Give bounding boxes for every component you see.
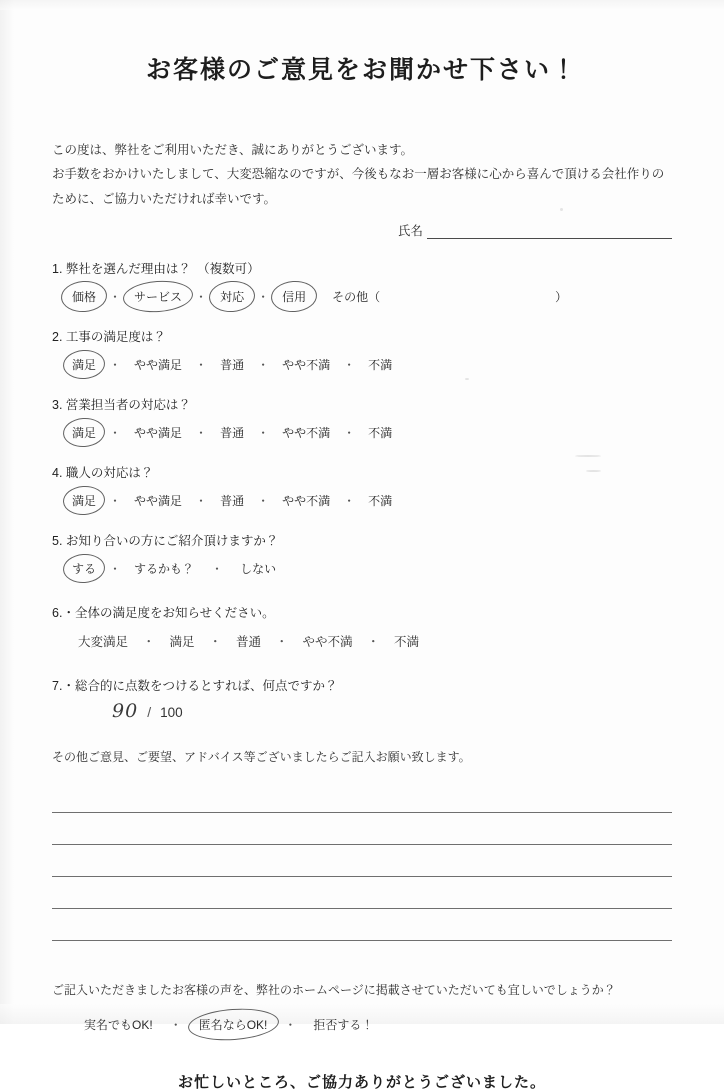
question-3-text (52, 395, 672, 413)
option-separator: ・ (109, 358, 122, 373)
question-5 (52, 531, 672, 579)
option-separator: ・ (257, 358, 270, 373)
page-title: お客様のご意見をお聞かせ下さい！ (145, 56, 578, 84)
question-1-options (52, 286, 672, 307)
question-3-label: 営業担当者の対応は？ (65, 398, 191, 413)
permission-options (0, 1014, 724, 1035)
score-max: 100 (160, 705, 183, 721)
question-7-label: ・総合的に点数をつけるとすれば、何点ですか？ (62, 679, 338, 694)
question-5-text (52, 531, 672, 549)
option-taiou[interactable]: 対応 (216, 286, 248, 307)
option-separator: ・ (109, 494, 122, 509)
option-yaya-fuman[interactable]: やや不満 (282, 426, 331, 441)
question-3-options (52, 422, 672, 443)
option-surukamo[interactable]: するかも？ (134, 562, 195, 577)
option-separator: ・ (275, 635, 289, 650)
free-comment-lines (52, 781, 672, 941)
permission-question: ご記入いただきましたお客様の声を、弊社のホームページに掲載させていただいても宜しいでしょうか？ (52, 983, 616, 998)
option-kakaku[interactable]: 価格 (68, 286, 100, 307)
score-separator: / (147, 704, 152, 721)
option-separator: ・ (257, 494, 270, 509)
option-suru[interactable]: する (68, 558, 100, 579)
write-line[interactable] (52, 781, 672, 813)
option-refuse[interactable]: 拒否する！ (313, 1018, 374, 1033)
question-7 (52, 676, 672, 722)
name-row (52, 221, 672, 239)
option-shinai[interactable]: しない (240, 562, 277, 577)
question-4-options (52, 490, 672, 511)
option-separator: ・ (209, 635, 222, 650)
name-label: 氏名 (397, 224, 423, 239)
free-comment-note: その他ご意見、ご要望、アドバイス等ございましたらご記入お願い致します。 (52, 750, 471, 765)
option-taihen-manzoku[interactable]: 大変満足 (78, 635, 129, 650)
option-separator: ・ (109, 562, 122, 577)
question-4-text (52, 463, 672, 481)
question-6-number: 6. (52, 606, 63, 621)
question-2 (52, 327, 672, 375)
write-line[interactable] (52, 845, 672, 877)
option-manzoku[interactable]: 満足 (68, 422, 100, 443)
score-value[interactable]: 90 (112, 700, 139, 723)
option-separator: ・ (343, 426, 356, 441)
option-separator: ・ (257, 426, 270, 441)
question-7-score (52, 700, 672, 722)
intro-line-3: ために、ご協力いただければ幸いです。 (52, 191, 277, 206)
option-service[interactable]: サービス (130, 286, 186, 307)
question-2-number: 2. (52, 330, 63, 345)
option-real-name-ok[interactable]: 実名でもOK! (84, 1018, 153, 1033)
question-6-options (52, 630, 672, 652)
question-5-number: 5. (52, 534, 63, 549)
question-4-label: 職人の対応は？ (65, 466, 154, 481)
question-2-text (52, 327, 672, 345)
question-1-label: 弊社を選んだ理由は？ （複数可） (65, 262, 260, 277)
question-4-number: 4. (52, 466, 63, 481)
question-3-number: 3. (52, 398, 63, 413)
option-yaya-manzoku[interactable]: やや満足 (134, 358, 183, 373)
option-other-label: その他（ (332, 290, 381, 305)
write-line[interactable] (52, 813, 672, 845)
option-separator: ・ (109, 426, 122, 441)
option-yaya-fuman[interactable]: やや不満 (302, 635, 353, 650)
option-other-close: ） (555, 290, 568, 305)
question-6 (52, 603, 672, 652)
option-yaya-manzoku[interactable]: やや満足 (134, 426, 183, 441)
intro-text (52, 138, 672, 211)
question-6-text (52, 603, 672, 621)
question-2-options (52, 354, 672, 375)
option-separator: ・ (169, 1018, 182, 1033)
question-3 (52, 395, 672, 443)
option-futsuu[interactable]: 普通 (220, 494, 245, 509)
option-separator: ・ (211, 562, 224, 577)
option-futsuu[interactable]: 普通 (236, 635, 262, 650)
option-manzoku[interactable]: 満足 (68, 354, 100, 375)
option-separator: ・ (367, 635, 380, 650)
question-7-number: 7. (52, 679, 63, 694)
question-1-number: 1. (52, 262, 63, 277)
option-futsuu[interactable]: 普通 (220, 426, 245, 441)
option-separator: ・ (195, 426, 208, 441)
question-5-label: お知り合いの方にご紹介頂けますか？ (65, 534, 279, 549)
option-separator: ・ (257, 290, 270, 305)
option-separator: ・ (343, 494, 356, 509)
question-5-options (52, 558, 672, 579)
question-1 (52, 259, 672, 307)
write-line[interactable] (52, 877, 672, 909)
name-input[interactable] (427, 224, 672, 239)
question-4 (52, 463, 672, 511)
option-separator: ・ (195, 358, 208, 373)
question-2-label: 工事の満足度は？ (65, 330, 166, 345)
question-7-text (52, 676, 672, 694)
option-separator: ・ (195, 290, 208, 305)
option-shinyou[interactable]: 信用 (278, 286, 310, 307)
intro-line-2: お手数をおかけいたしまして、大変恐縮なのですが、今後もなお一層お客様に心から喜んで頂ける会社作りの (52, 167, 665, 182)
write-line[interactable] (52, 909, 672, 941)
option-yaya-fuman[interactable]: やや不満 (282, 494, 331, 509)
option-futsuu[interactable]: 普通 (220, 358, 245, 373)
question-1-text (52, 259, 672, 277)
option-fuman[interactable]: 不満 (368, 358, 393, 373)
option-separator: ・ (109, 290, 122, 305)
questions-block (52, 259, 672, 722)
closing-message: お忙しいところ、ご協力ありがとうございました。 (177, 1074, 546, 1092)
option-separator: ・ (195, 494, 208, 509)
intro-line-1: この度は、弊社をご利用いただき、誠にありがとうございます。 (52, 143, 414, 157)
option-fuman[interactable]: 不満 (368, 494, 393, 509)
option-anonymous-ok[interactable]: 匿名ならOK! (195, 1014, 272, 1035)
option-separator: ・ (142, 635, 156, 650)
option-manzoku[interactable]: 満足 (68, 490, 100, 511)
option-fuman[interactable]: 不満 (368, 426, 393, 441)
question-6-label: ・全体の満足度をお知らせください。 (62, 606, 275, 621)
option-separator: ・ (343, 358, 356, 373)
option-yaya-manzoku[interactable]: やや満足 (134, 494, 183, 509)
option-manzoku[interactable]: 満足 (169, 635, 195, 650)
option-separator: ・ (284, 1018, 297, 1033)
option-yaya-fuman[interactable]: やや不満 (282, 358, 331, 373)
option-fuman[interactable]: 不満 (394, 635, 420, 650)
